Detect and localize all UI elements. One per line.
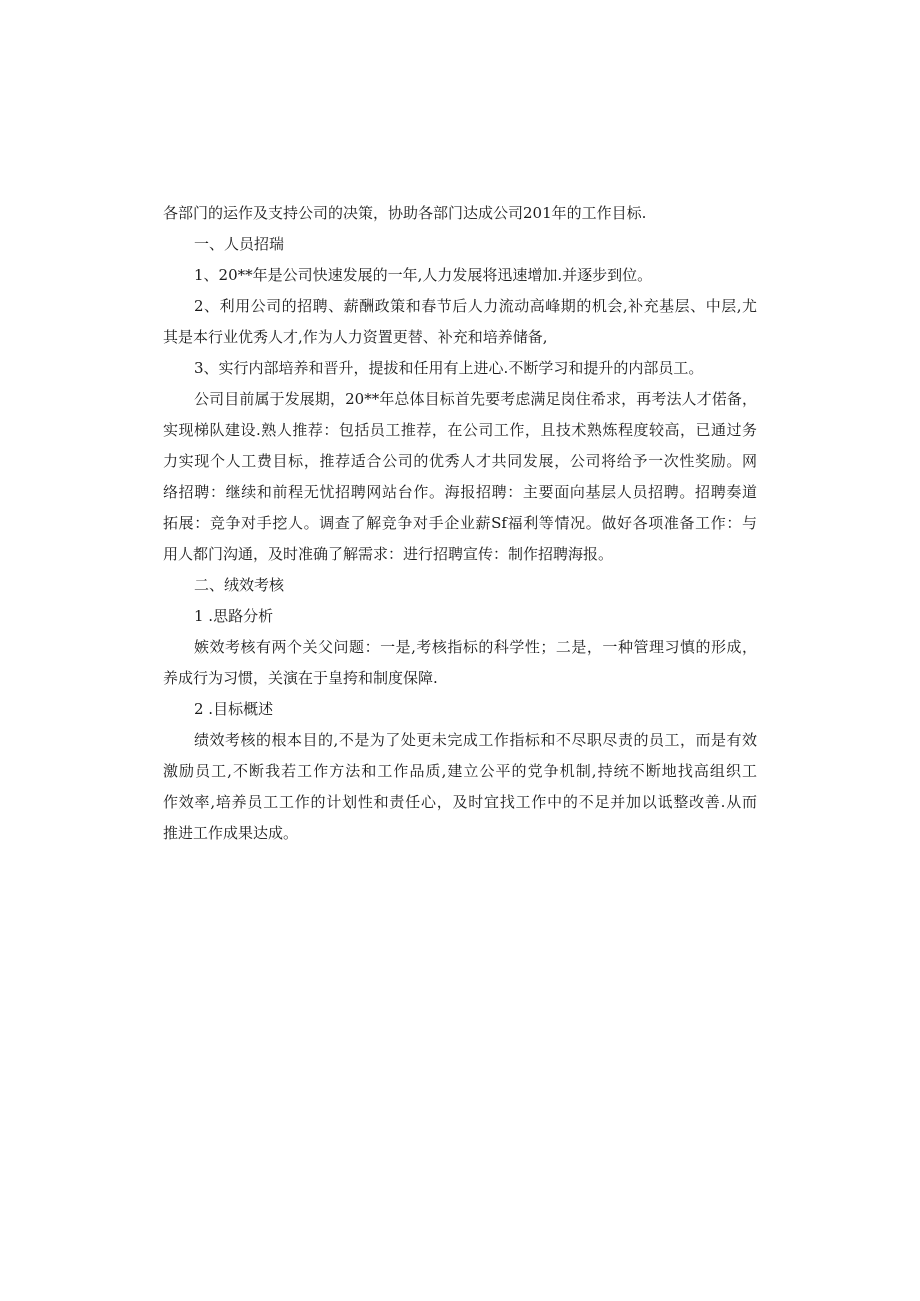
paragraph-line: 激励员工,不断我若工作方法和工作品质,建立公平的党争机制,持统不断地找高组织工 <box>163 762 757 780</box>
document-body <box>163 198 757 849</box>
paragraph-line: 用人都门沟通，及时准确了解需求：进行招聘宣传：制作招聘海报。 <box>163 545 614 563</box>
section-heading-performance: 二、绒效考核 <box>194 576 285 594</box>
paragraph-line: 拓展：竞争对手挖人。调查了解竞争对手企业薪Sf福利等情况。做好各项准备工作：与 <box>163 514 757 532</box>
paragraph-line: 各部门的运作及支持公司的决策，协助各部门达成公司201年的工作目标. <box>163 204 647 222</box>
paragraph-line: 推进工作成果达成。 <box>163 824 299 842</box>
list-item-2-line-2: 其是本行业优秀人才,作为人力资置更替、补充和培养储备, <box>163 328 548 346</box>
paragraph-line: 嫉效考核有两个关父问题：一是,考核指标的科学性；二是，一种管理习慎的形成， <box>194 638 757 656</box>
paragraph-line: 绩效考核的根本目的,不是为了处更未完成工作指标和不尽职尽责的员工，而是有效 <box>194 731 757 749</box>
paragraph-line: 养成行为习惯，关演在于皇挎和制度保障. <box>163 669 438 687</box>
paragraph-line: 络招聘：继续和前程无忧招聘网站台作。海报招聘：主要面向基层人员招聘。招聘奏道 <box>163 483 757 501</box>
paragraph-line: 实现梯队建设.熟人推荐：包括员工推荐，在公司工作，且技术熟炼程度较高，已通过务 <box>163 421 757 439</box>
list-item-3: 3、实行内部培养和晋升，提拔和任用有上进心.不断学习和提升的内部员工。 <box>194 359 704 377</box>
list-item-1: 1、20**年是公司快速发展的一年,人力发展将迅速增加.并逐步到位。 <box>194 266 653 284</box>
paragraph-line: 力实现个人工费目标，推荐适合公司的优秀人才共同发展，公司将给予一次性奖励。网 <box>163 452 757 470</box>
subheading-analysis: 1 .思路分析 <box>194 607 274 625</box>
paragraph-line: 公司目前属于发展期，20**年总体目标首先要考虑满足岗住希求，再考法人才偌备， <box>194 390 757 408</box>
list-item-2-line-1: 2、利用公司的招聘、薪酬政策和春节后人力流动高峰期的机会,补充基层、中层,尤 <box>194 297 757 315</box>
section-heading-recruitment: 一、人员招瑞 <box>194 235 285 253</box>
subheading-objectives: 2 .目标概述 <box>194 700 274 718</box>
paragraph-line: 作效率,培养员工工作的计划性和责任心，及时宜找工作中的不足并加以诋整改善.从而 <box>163 793 757 811</box>
